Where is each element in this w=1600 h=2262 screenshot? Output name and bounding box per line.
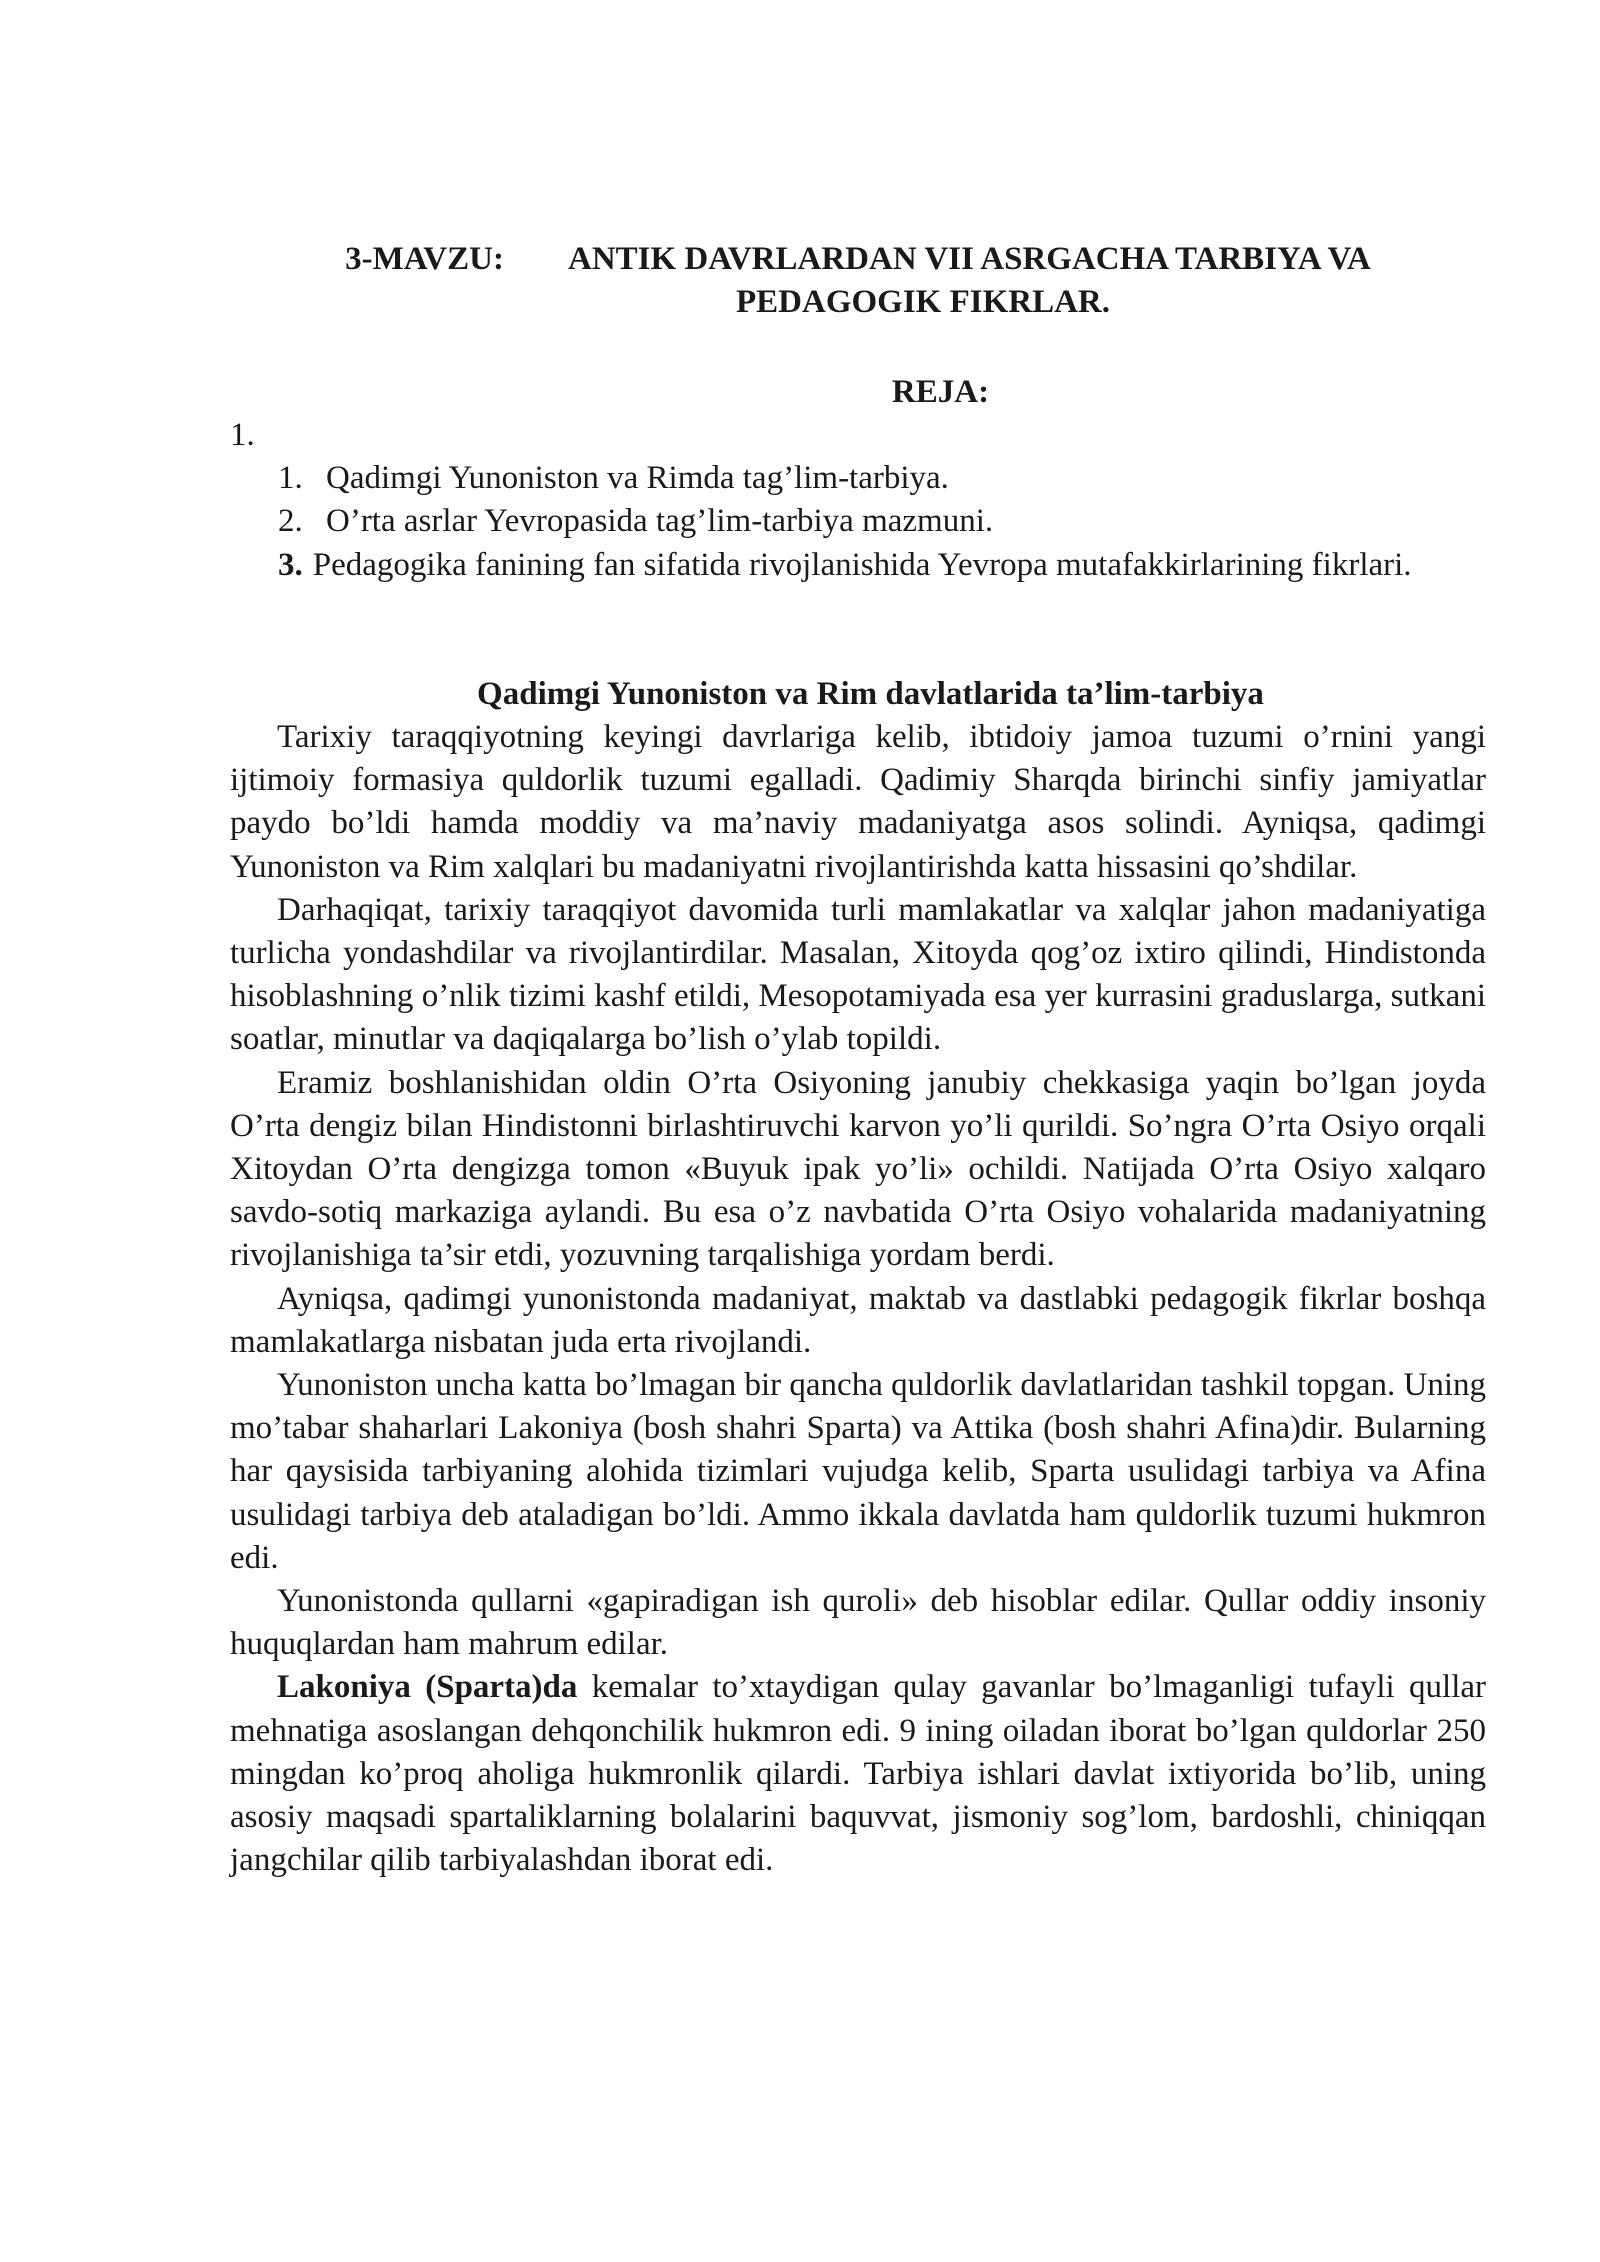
plan-item-number: 2.: [278, 503, 303, 540]
plan-title: REJA:: [891, 374, 990, 410]
body-paragraph: Eramiz boshlanishidan oldin O’rta Osiyoning janubiy chekkasiga yaqin bo’lgan joyda O’rta dengiz bilan Hindistonni birlashtiruvchi karvon yo’li qurildi. So’ngra O’rta Osiyo orqali Xitoydan O’rta dengizga tomon «Buyuk ipak yo’li» ochildi. Natijada O’rta Osiyo xalqaro savdo-sotiq markaziga aylandi. Bu esa o’z navbatida O’rta Osiyo vohalarida madaniyatning rivojlanishiga ta’sir etdi, yozuvning tarqalishiga yordam berdi.: [230, 1064, 1486, 1274]
plan-item: [230, 500, 1486, 543]
topic-heading-line1: [230, 238, 1486, 281]
plan-item-text: O’rta asrlar Yevropasida tag’lim-tarbiya mazmuni.: [326, 503, 994, 540]
body-paragraph: Darhaqiqat, tarixiy taraqqiyot davomida turli mamlakatlar va xalqlar jahon madaniyatiga turlicha yondashdilar va rivojlantirdilar. Masalan, Xitoyda qog’oz ixtiro qilindi, Hindistonda hisoblashning o’nlik tizimi kashf etildi, Mesopotamiyada esa yer kurrasini graduslarga, sutkani soatlar, minutlar va daqiqalarga bo’lish o’ylab topildi.: [230, 891, 1486, 1058]
body-paragraph: Yunonistonda qullarni «gapiradigan ish quroli» deb hisoblar edilar. Qullar oddiy insoniy huquqlardan ham mahrum edilar.: [230, 1583, 1486, 1663]
topic-heading: [230, 238, 1486, 324]
section-title: Qadimgi Yunoniston va Rim davlatlarida ta’lim-tarbiya: [477, 675, 1264, 712]
plan-item-number: 3.: [278, 546, 303, 583]
plan-item: [230, 457, 1486, 500]
body-paragraph-sparta: [230, 1666, 1486, 1882]
topic-title-line1: ANTIK DAVRLARDAN VII ASRGACHA TARBIYA VA: [567, 241, 1371, 277]
paragraph-text: kemalar to’xtaydigan qulay gavanlar bo’lmaganligi tufayli qullar mehnatiga asoslangan dehqonchilik hukmron edi. 9 ining oiladan iborat bo’lgan quldorlar 250 mingdan ko’proq aholiga hukmronlik qilardi. Tarbiya ishlari davlat ixtiyorida bo’lib, uning asosiy maqsadi spartaliklarning bolalarini baquvvat, jismoniy sog’lom, bardoshli, chiniqqan jangchilar qilib tarbiyalashdan iborat edi.: [230, 1669, 1486, 1879]
bold-lead-text: Lakoniya (Sparta)da: [277, 1669, 578, 1706]
plan-item-number: 1.: [278, 460, 303, 497]
plan-list: [230, 414, 1486, 587]
plan-item: [230, 544, 1486, 587]
plan-item-text: Qadimgi Yunoniston va Rimda tag’lim-tarbiya.: [326, 460, 949, 497]
plan-top-number: 1.: [230, 417, 255, 454]
body-paragraph: Ayniqsa, qadimgi yunonistonda madaniyat, maktab va dastlabki pedagogik fikrlar boshqa mamlakatlarga nisbatan juda erta rivojlandi.: [230, 1280, 1486, 1360]
topic-label: 3-MAVZU:: [345, 241, 504, 277]
plan-item-text: Pedagogika fanining fan sifatida rivojlanishida Yevropa mutafakkirlarining fikrlari.: [312, 546, 1412, 583]
document-page: [230, 238, 1486, 1883]
body-paragraph: Tarixiy taraqqiyotning keyingi davrlariga kelib, ibtidoiy jamoa tuzumi o’rnini yangi ijtimoiy formasiya quldorlik tuzumi egalladi. Qadimiy Sharqda birinchi sinfiy jamiyatlar paydo bo’ldi hamda moddiy va ma’naviy madaniyatga asos solindi. Ayniqsa, qadimgi Yunoniston va Rim xalqlari bu madaniyatni rivojlantirishda katta hissasini qo’shdilar.: [230, 719, 1486, 885]
body-paragraph: Yunoniston uncha katta bo’lmagan bir qancha quldorlik davlatlaridan tashkil topgan. Uning mo’tabar shaharlari Lakoniya (bosh shahri Sparta) va Attika (bosh shahri Afina)dir. Bularning har qaysisida tarbiyaning alohida tizimlari vujudga kelib, Sparta usulidagi tarbiya va Afina usulidagi tarbiya deb ataladigan bo’ldi. Ammo ikkala davlatda ham quldorlik tuzumi hukmron edi.: [230, 1367, 1486, 1576]
topic-title-line2: PEDAGOGIK FIKRLAR.: [735, 284, 1111, 320]
